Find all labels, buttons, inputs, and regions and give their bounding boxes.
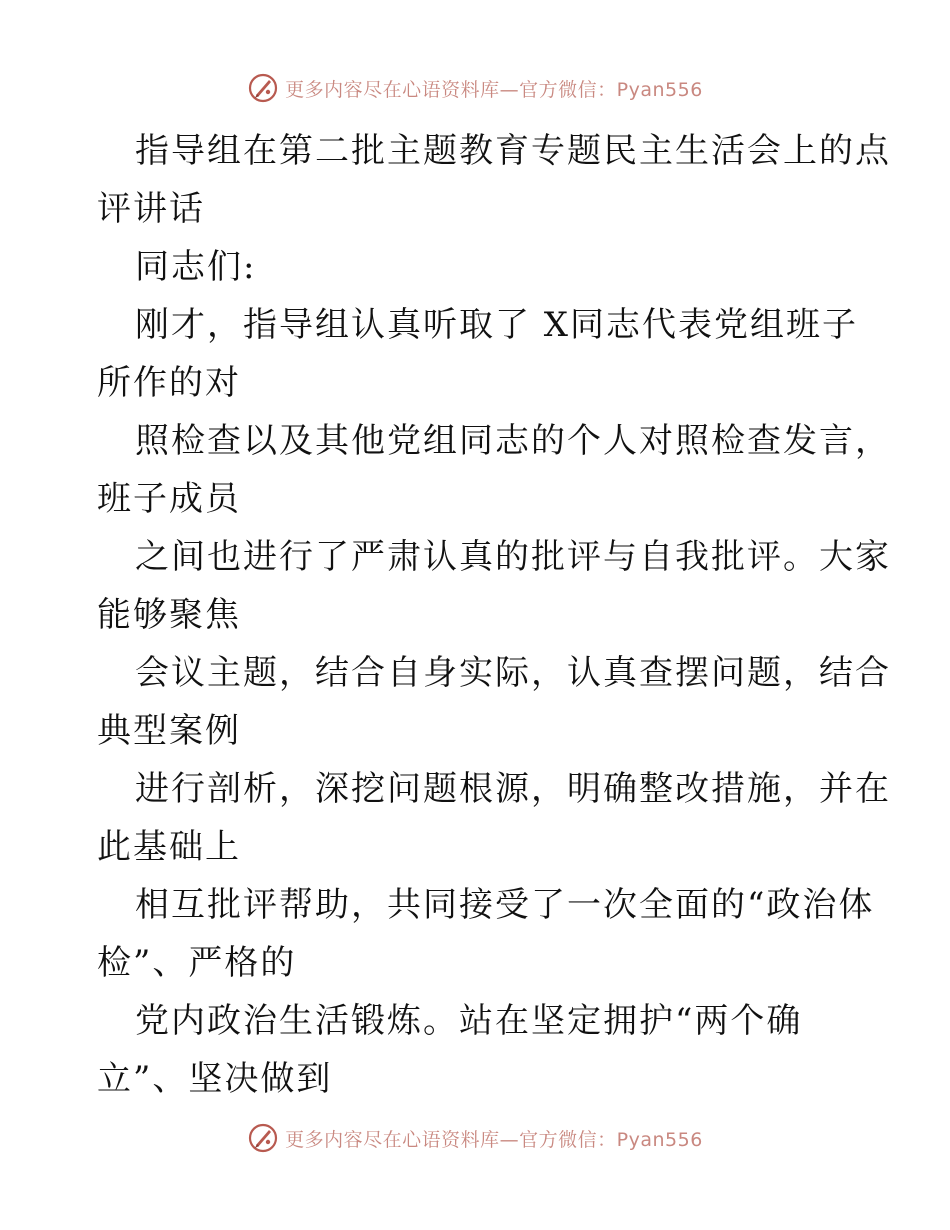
text-line: 检”、严格的 (97, 943, 297, 983)
text-line: 刚才，指导组认真听取了 X同志代表党组班子 (135, 305, 859, 345)
text-line: 照检查以及其他党组同志的个人对照检查发言， (135, 421, 891, 461)
text-line: 此基础上 (97, 827, 241, 867)
text-line: 立”、坚决做到 (97, 1059, 333, 1099)
text-line: 能够聚焦 (97, 595, 241, 635)
text-line: 班子成员 (97, 479, 241, 519)
footer-banner (0, 1122, 950, 1154)
text-line: 之间也进行了严肃认真的批评与自我批评。大家 (135, 537, 891, 577)
text-line: 指导组在第二批主题教育专题民主生活会上的点 (135, 131, 891, 171)
text-line: 会议主题，结合自身实际，认真查摆问题，结合 (135, 653, 891, 693)
text-line: 同志们: (135, 247, 257, 287)
text-line: 进行剖析，深挖问题根源，明确整改措施，并在 (135, 769, 891, 809)
text-line: 党内政治生活锻炼。站在坚定拥护“两个确 (135, 1001, 803, 1041)
quill-pen-circle-icon (247, 1122, 279, 1154)
header-banner (0, 72, 950, 104)
text-line: 评讲话 (97, 189, 205, 229)
text-line: 所作的对 (97, 363, 241, 403)
banner-text: 更多内容尽在心语资料库—官方微信：Pyan556 (285, 1128, 703, 1151)
text-line: 典型案例 (97, 711, 241, 751)
banner-text: 更多内容尽在心语资料库—官方微信：Pyan556 (285, 78, 703, 101)
document-body (97, 122, 891, 1108)
quill-pen-circle-icon (247, 72, 279, 104)
text-line: 相互批评帮助，共同接受了一次全面的“政治体 (135, 885, 875, 925)
